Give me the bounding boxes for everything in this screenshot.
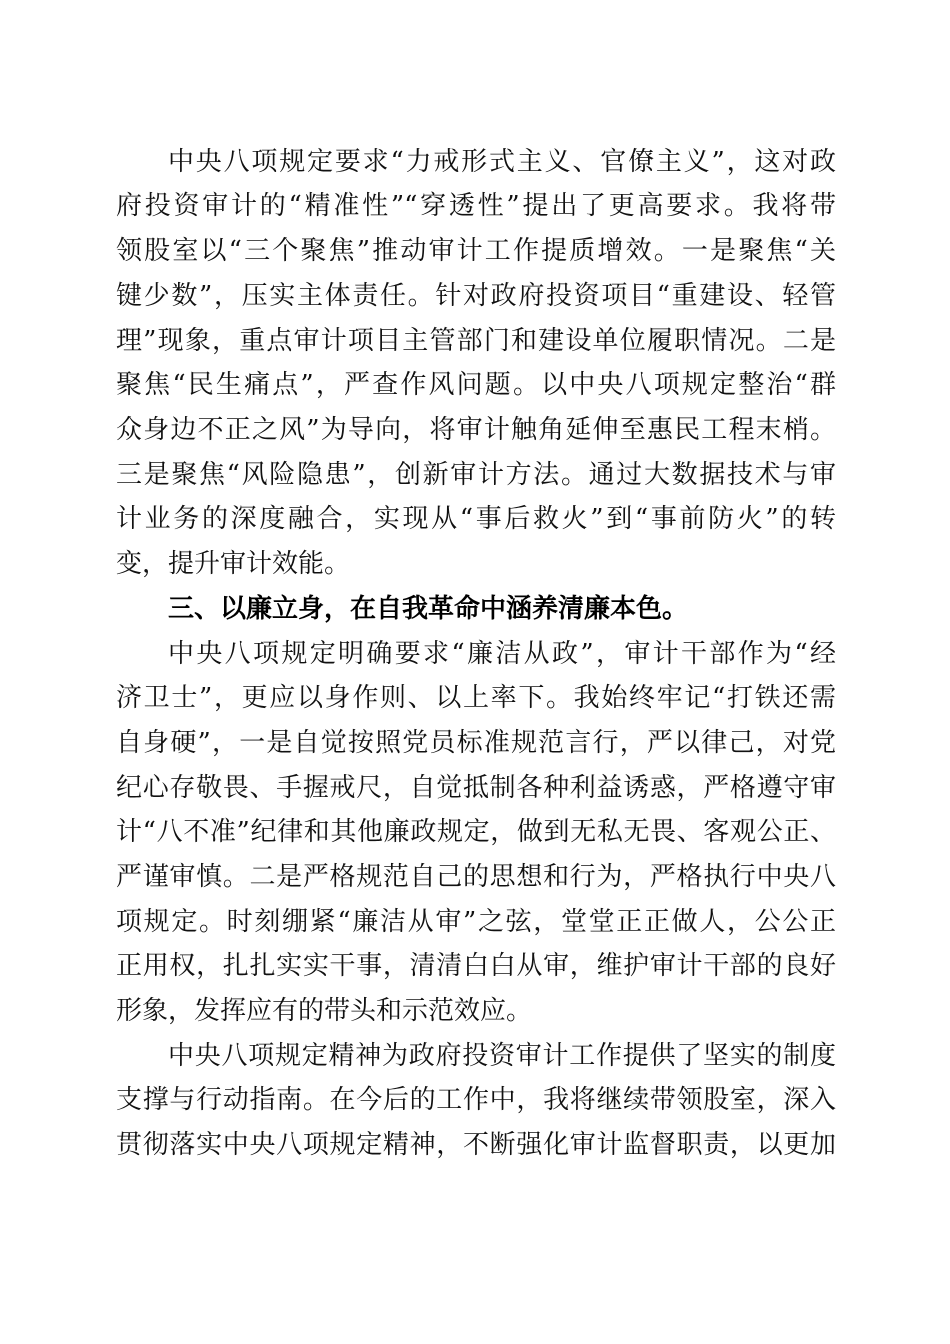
paragraph-1-line-7: 众身边不正之风”为导向，将审计触角延伸至惠民工程末梢。 [116, 415, 836, 445]
section-heading: 三、以廉立身，在自我革命中涵养清廉本色。 [168, 594, 689, 624]
paragraph-1-line-2: 府投资审计的“精准性”“穿透性”提出了更高要求。我将带 [116, 191, 836, 221]
paragraph-2-line-8: 正用权，扎扎实实干事，清清白白从审，维护审计干部的良好 [116, 951, 836, 981]
paragraph-1-line-8: 三是聚焦“风险隐患”，创新审计方法。通过大数据技术与审 [116, 460, 836, 490]
paragraph-1-line-1: 中央八项规定要求“力戒形式主义、官僚主义”，这对政 [168, 147, 836, 177]
paragraph-2-line-4: 纪心存敬畏、手握戒尺，自觉抵制各种利益诱惑，严格遵守审 [116, 773, 836, 803]
paragraph-2-line-9: 形象，发挥应有的带头和示范效应。 [116, 996, 533, 1026]
paragraph-1-line-5: 理”现象，重点审计项目主管部门和建设单位履职情况。二是 [116, 326, 836, 356]
paragraph-2-line-6: 严谨审慎。二是严格规范自己的思想和行为，严格执行中央八 [116, 862, 836, 892]
paragraph-2-line-1: 中央八项规定明确要求“廉洁从政”，审计干部作为“经 [168, 639, 836, 669]
paragraph-3-line-2: 支撑与行动指南。在今后的工作中，我将继续带领股室，深入 [116, 1085, 836, 1115]
paragraph-1-line-6: 聚焦“民生痛点”，严查作风问题。以中央八项规定整治“群 [116, 370, 836, 400]
paragraph-2-line-7: 项规定。时刻绷紧“廉洁从审”之弦，堂堂正正做人，公公正 [116, 907, 836, 937]
paragraph-2-line-5: 计“八不准”纪律和其他廉政规定，做到无私无畏、客观公正、 [116, 817, 836, 847]
paragraph-3-line-3: 贯彻落实中央八项规定精神，不断强化审计监督职责，以更加 [116, 1130, 836, 1160]
paragraph-2-line-3: 自身硬”，一是自觉按照党员标准规范言行，严以律己，对党 [116, 728, 836, 758]
paragraph-1-line-9: 计业务的深度融合，实现从“事后救火”到“事前防火”的转 [116, 504, 836, 534]
paragraph-1-line-4: 键少数”，压实主体责任。针对政府投资项目“重建设、轻管 [116, 281, 836, 311]
paragraph-1-line-3: 领股室以“三个聚焦”推动审计工作提质增效。一是聚焦“关 [116, 236, 836, 266]
paragraph-1-line-10: 变，提升审计效能。 [116, 549, 351, 579]
paragraph-2-line-2: 济卫士”，更应以身作则、以上率下。我始终牢记“打铁还需 [116, 683, 836, 713]
paragraph-3-line-1: 中央八项规定精神为政府投资审计工作提供了坚实的制度 [168, 1041, 836, 1071]
